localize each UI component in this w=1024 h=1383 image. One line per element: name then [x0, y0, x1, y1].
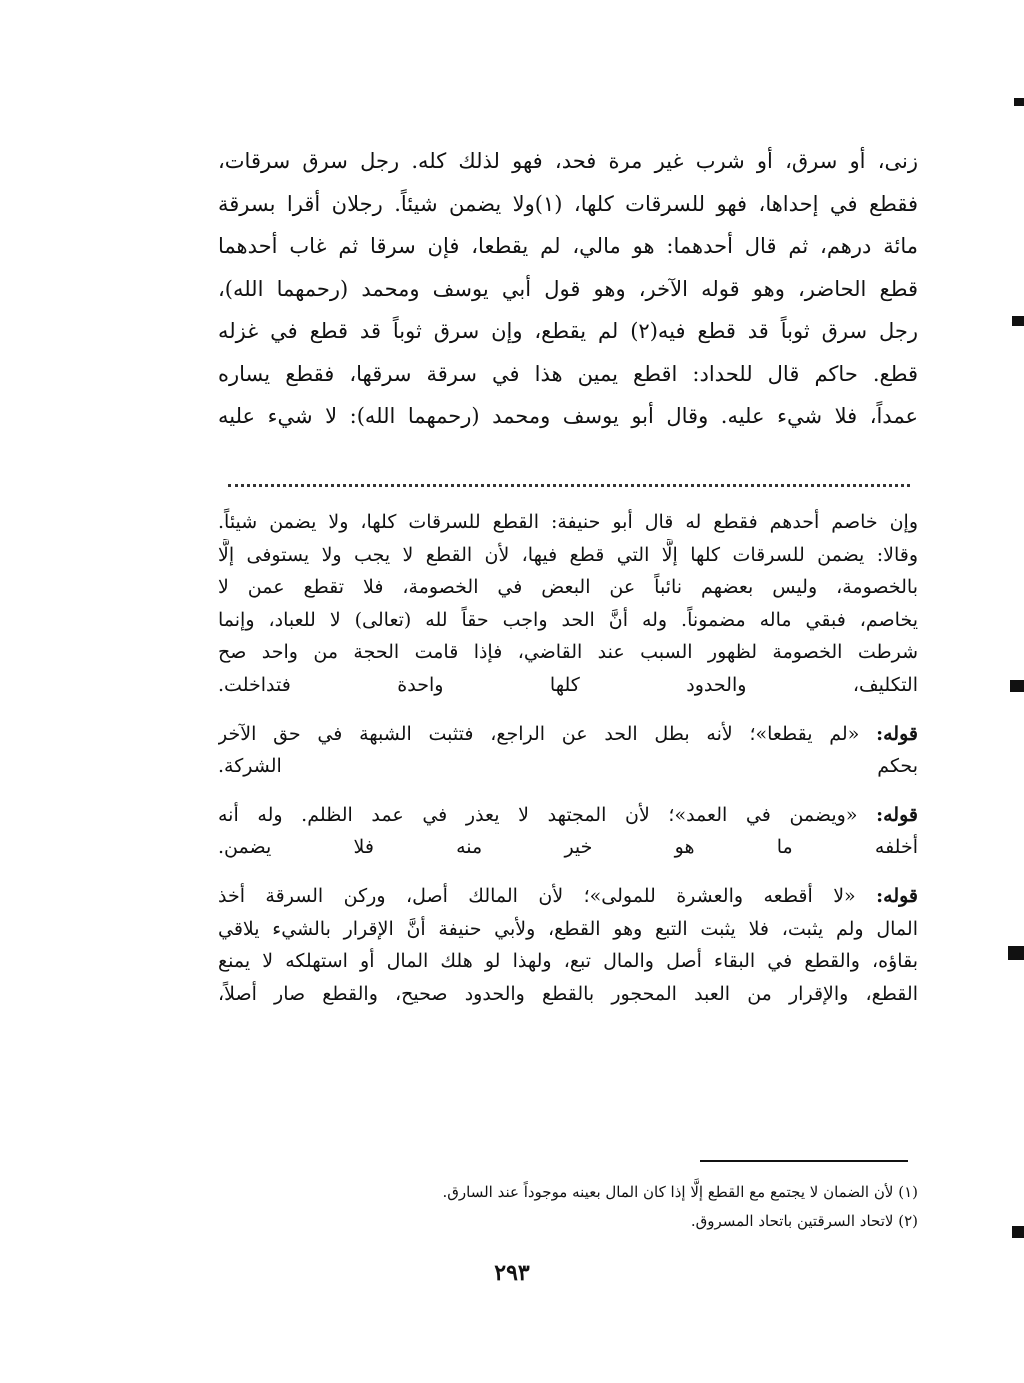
commentary-line-text: «ويضمن في العمد»؛ لأن المجتهد لا يعذر في عمد الظلم. وله أنه	[218, 803, 858, 826]
commentary	[218, 506, 918, 1026]
main-text	[218, 140, 918, 438]
commentary-paragraph	[218, 718, 918, 783]
commentary-paragraph	[218, 799, 918, 864]
commentary-line: شرطت الخصومة لظهور السبب عند القاضي، فإذا قامت الحجة من واحد صح	[218, 641, 918, 664]
commentary-line: القطع، والإقرار من العبد المحجور بالقطع والحدود صحيح، والقطع صار أصلاً،	[218, 982, 918, 1005]
page-number: ٢٩٣	[494, 1260, 530, 1286]
commentary-line-text: «لا أقطعه والعشرة للمولى»؛ لأن المالك أصل، وركن السرقة أخذ	[218, 884, 856, 907]
commentary-line: المال ولم يثبت، فلا يثبت التبع وهو القطع، ولأبي حنيفة أنَّ الإقرار بالشيء يلاقي	[218, 917, 918, 940]
main-text-line: رجل سرق ثوباً قد قطع فيه(٢) لم يقطع، وإن سرق ثوباً قد قطع في غزله	[218, 319, 918, 343]
scan-edge-mark	[1012, 1226, 1024, 1238]
commentary-line: التكليف، والحدود كلها واحدة فتداخلت.	[218, 673, 918, 696]
qawluhu-keyword: قوله:	[876, 884, 918, 907]
main-text-line: قطع. حاكم قال للحداد: اقطع يمين هذا في سرقة سرقها، فقطع يساره	[218, 361, 918, 386]
commentary-line: بقاؤه، والقطع في البقاء أصل والمال تبع، ولهذا لو هلك المال أو استهلكه لا يمنع	[218, 950, 918, 973]
commentary-line	[218, 799, 918, 832]
commentary-paragraph	[218, 880, 918, 1010]
scan-edge-mark	[1014, 98, 1024, 106]
scan-edge-mark	[1008, 946, 1024, 960]
commentary-line: أخلفه ما هو خير منه فلا يضمن.	[218, 836, 918, 859]
commentary-line	[218, 880, 918, 913]
commentary-line: يخاصم، فبقي ماله مضموناً. وله أنَّ الحد واجب حقاً لله (تعالى) لا للعباد، وإنما	[218, 608, 918, 631]
main-text-line: زنى، أو سرق، أو شرب غير مرة فحد، فهو لذلك كله. رجل سرق سرقات،	[218, 149, 918, 173]
commentary-paragraph	[218, 506, 918, 702]
scan-edge-mark	[1012, 316, 1024, 326]
main-text-line: قطع الحاضر، وهو قوله الآخر، وهو قول أبي يوسف ومحمد (رحمهما الله)،	[218, 276, 918, 301]
commentary-line: بالخصومة، وليس بعضهم نائباً عن البعض في الخصومة، فلا تقطع عمن لا	[218, 576, 918, 599]
dotted-separator	[228, 484, 910, 487]
scan-edge-mark	[1010, 680, 1024, 692]
commentary-line-text: «لم يقطعا»؛ لأنه بطل الحد عن الراجع، فتثبت الشبهة في حق الآخر	[218, 722, 860, 745]
footnote: (١) لأن الضمان لا يجتمع مع القطع إلَّا إذا كان المال بعينه موجوداً عند السارق.	[442, 1183, 918, 1201]
commentary-line: بحكم الشركة.	[218, 755, 918, 778]
commentary-line: وإن خاصم أحدهم فقطع له قال أبو حنيفة: القطع للسرقات كلها، ولا يضمن شيئاً.	[218, 511, 918, 533]
footnotes	[218, 1178, 918, 1236]
main-text-line: فقطع في إحداها، فهو للسرقات كلها، (١)ولا يضمن شيئاً. رجلان أقرا بسرقة	[218, 191, 918, 216]
qawluhu-keyword: قوله:	[876, 803, 918, 826]
commentary-line: وقالا: يضمن للسرقات كلها إلَّا التي قطع فيها، لأن القطع لا يجب ولا يستوفى إلَّا	[218, 543, 918, 566]
main-text-line: مائة درهم، ثم قال أحدهما: هو مالي، لم يقطعا، فإن سرقا ثم غاب أحدهما	[218, 234, 918, 258]
commentary-line	[218, 718, 918, 751]
footnote-rule	[700, 1160, 908, 1162]
qawluhu-keyword: قوله:	[876, 722, 918, 745]
main-text-line: عمداً، فلا شيء عليه. وقال أبو يوسف ومحمد (رحمهما الله): لا شيء عليه	[218, 404, 918, 428]
footnote: (٢) لاتحاد السرقتين باتحاد المسروق.	[690, 1212, 918, 1230]
